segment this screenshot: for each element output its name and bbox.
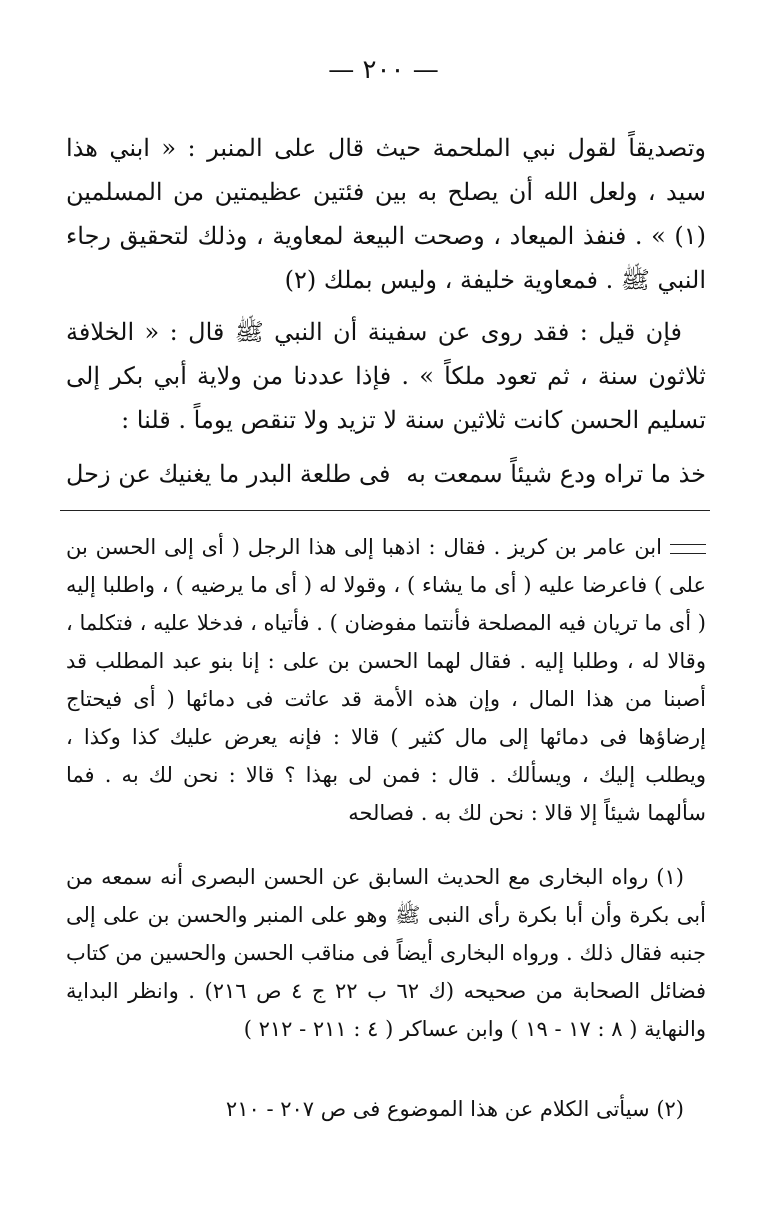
- continuation-mark: [670, 544, 706, 554]
- footnote-separator: [60, 510, 710, 511]
- footnote-2: (٢) سيأتى الكلام عن هذا الموضوع فى ص ٢٠٧ - ٢١٠: [225, 1097, 684, 1121]
- footnote-continued-text: ابن عامر بن كريز . فقال : اذهبا إلى هذا الرجل ( أى إلى الحسن بن على ) فاعرضا عليه ( أى ما يشاء ) ، وقولا له ( أى ما يرضيه ) ، واطلبا إليه ( أى ما تريان فيه المصلحة فأنتما مفوضان ) . فأتياه ، فدخلا عليه ، فتكلما ، وقالا له ، وطلبا إليه . فقال لهما الحسن بن على : إنا بنو عبد المطلب قد أصبنا من هذا المال ، وإن هذه الأمة قد عاثت فى دمائها ( أى فيحتاج إرضاؤها فى دمائها إلى مال كثير ) قالا : فإنه يعرض عليك كذا وكذا ، ويطلب إليك ، ويسألك . قال : فمن لى بهذا ؟ قالا : نحن لك به . فما سألهما شيئاً إلا قالا : نحن لك به . فصالحه: [66, 535, 706, 825]
- footnote-1: (١) رواه البخارى مع الحديث السابق عن الحسن البصرى أنه سمعه من أبى بكرة وأن أبا بكرة رأى النبى ﷺ وهو على المنبر والحسن بن على إلى جنبه فقال ذلك . ورواه البخارى أيضاً فى مناقب الحسن والحسين من كتاب فضائل الصحابة من صحيحه (ك ٦٢ ب ٢٢ ج ٤ ص ٢١٦) . وانظر البداية والنهاية ( ٨ : ١٧ - ١٩ ) وابن عساكر ( ٤ : ٢١١ - ٢١٢ ): [66, 865, 707, 1041]
- main-paragraph-2: فإن قيل : فقد روى عن سفينة أن النبي ﷺ قال : « الخلافة ثلاثون سنة ، ثم تعود ملكاً » . فإذا عددنا من ولاية أبي بكر إلى تسليم الحسن كانت ثلاثين سنة لا تزيد ولا تنقص يوماً . قلنا :: [66, 318, 706, 434]
- main-paragraph-1: وتصديقاً لقول نبي الملحمة حيث قال على المنبر : « ابني هذا سيد ، ولعل الله أن يصلح به بين فئتين عظيمتين من المسلمين (١) » . فنفذ الميعاد ، وصحت البيعة لمعاوية ، وذلك لتحقيق رجاء النبي ﷺ . فمعاوية خليفة ، وليس بملك (٢): [66, 134, 706, 294]
- footnote-continued: [66, 528, 706, 832]
- verse-second-hemistich: فى طلعة البدر ما يغنيك عن زحل: [66, 460, 391, 488]
- page-number: — ٢٠٠ —: [328, 55, 439, 85]
- verse-first-hemistich: خذ ما تراه ودع شيئاً سمعت به: [406, 460, 706, 488]
- poetry-verse: [66, 452, 706, 496]
